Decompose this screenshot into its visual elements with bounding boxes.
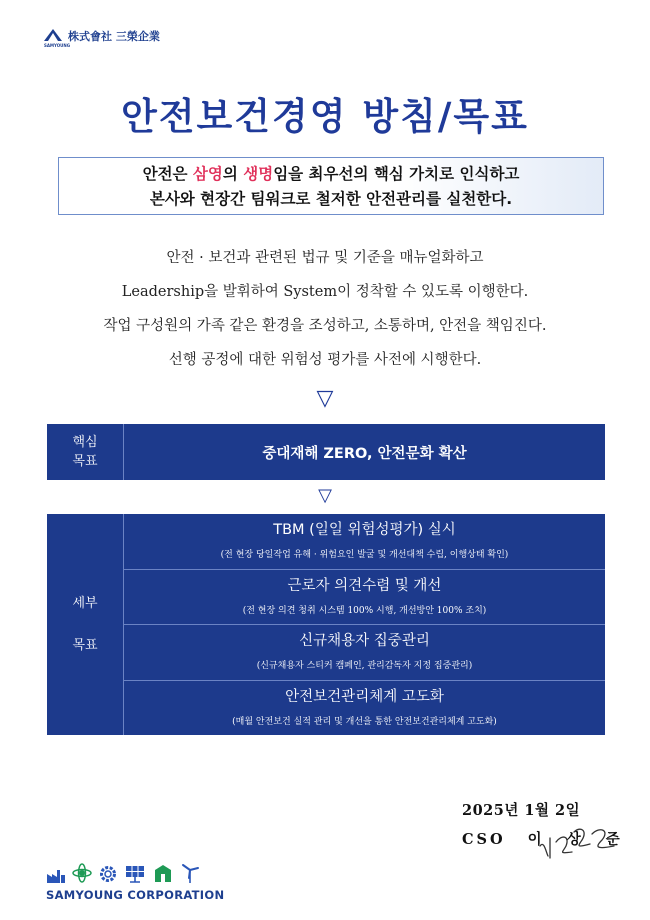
detail-goal-description: (전 현장 당일작업 유해 · 위험요인 발굴 및 개선대책 수립, 이행상태 확인) [220, 550, 509, 561]
detail-goal-item [124, 514, 605, 570]
core-text-pre: 안전은 [142, 165, 193, 183]
detail-goals-items [124, 514, 605, 735]
corporation-name: SAMYOUNG CORPORATION [46, 888, 225, 902]
core-value-line-1 [59, 162, 603, 187]
company-name: 株式會社 三榮企業 [68, 30, 160, 43]
building-icon [152, 862, 174, 884]
business-icons [46, 858, 224, 884]
detail-goal-title: 근로자 의견수렴 및 개선 [287, 577, 442, 594]
issue-date: 2025년 1월 2일 [462, 802, 581, 819]
policy-item: 작업 구성원의 가족 같은 환경을 조성하고, 소통하며, 안전을 책임진다. [103, 318, 547, 334]
detail-goal-item [124, 681, 605, 736]
detail-goals-table [47, 514, 605, 735]
detail-goals-label-line-2: 목표 [72, 637, 98, 653]
policy-item: 선행 공정에 대한 위험성 평가를 사전에 시행한다. [168, 352, 482, 368]
signer-name: 이 상 준 [527, 831, 630, 848]
core-goal-value: 중대재해 ZERO, 안전문화 확산 [262, 445, 467, 462]
company-mark-icon [44, 29, 70, 48]
gear-icon [98, 864, 118, 884]
core-value-box [58, 157, 604, 215]
detail-goal-description: (전 현장 의견 청취 시스템 100% 시행, 개선방안 100% 조치) [242, 605, 487, 616]
detail-goal-title: TBM (일일 위험성평가) 실시 [273, 522, 456, 539]
footer-logo [46, 858, 224, 902]
policy-item: Leadership을 발휘하여 System이 정착할 수 있도록 이행한다. [121, 284, 529, 300]
core-goal-label [47, 424, 124, 480]
policy-list [0, 241, 650, 377]
core-goal-label-line-1: 핵심 [72, 435, 98, 450]
core-highlight-samyoung: 삼영 [192, 165, 223, 183]
detail-goal-item [124, 570, 605, 626]
detail-goal-title: 안전보건관리체계 고도화 [285, 688, 444, 705]
core-goal-label-line-2: 목표 [72, 454, 98, 469]
factory-icon [46, 866, 66, 884]
core-goal-row [47, 424, 605, 480]
company-logo [44, 28, 160, 48]
detail-goals-label-line-1: 세부 [72, 595, 98, 611]
core-value-line-2: 본사와 현장간 팀워크로 철저한 안전관리를 실천한다. [149, 190, 513, 208]
signature-icon [536, 816, 626, 866]
wind-turbine-icon [180, 862, 200, 884]
nuclear-icon [72, 862, 92, 884]
detail-goal-description: (신규채용자 스티커 캠페인, 관리감독자 지정 집중관리) [256, 661, 473, 672]
down-arrow-icon: ▽ [318, 485, 332, 506]
detail-goals-label [47, 514, 124, 735]
detail-goal-title: 신규채용자 집중관리 [299, 633, 430, 650]
signer-role: CSO [462, 831, 506, 848]
company-mark-text: SAMYOUNG [44, 43, 70, 48]
page-title: 안전보건경영 방침/목표 [121, 95, 529, 138]
solar-panel-icon [124, 864, 146, 884]
policy-item: 안전 · 보건과 관련된 법규 및 기준을 매뉴얼화하고 [166, 250, 484, 266]
detail-goal-item [124, 625, 605, 681]
core-text-mid: 의 [222, 165, 244, 183]
core-highlight-life: 생명 [243, 165, 274, 183]
down-arrow-icon: ▽ [316, 386, 334, 411]
core-text-post: 임을 최우선의 핵심 가치로 인식하고 [273, 165, 520, 183]
detail-goal-description: (매월 안전보건 실적 관리 및 개선을 통한 안전보건관리체계 고도화) [232, 716, 497, 727]
